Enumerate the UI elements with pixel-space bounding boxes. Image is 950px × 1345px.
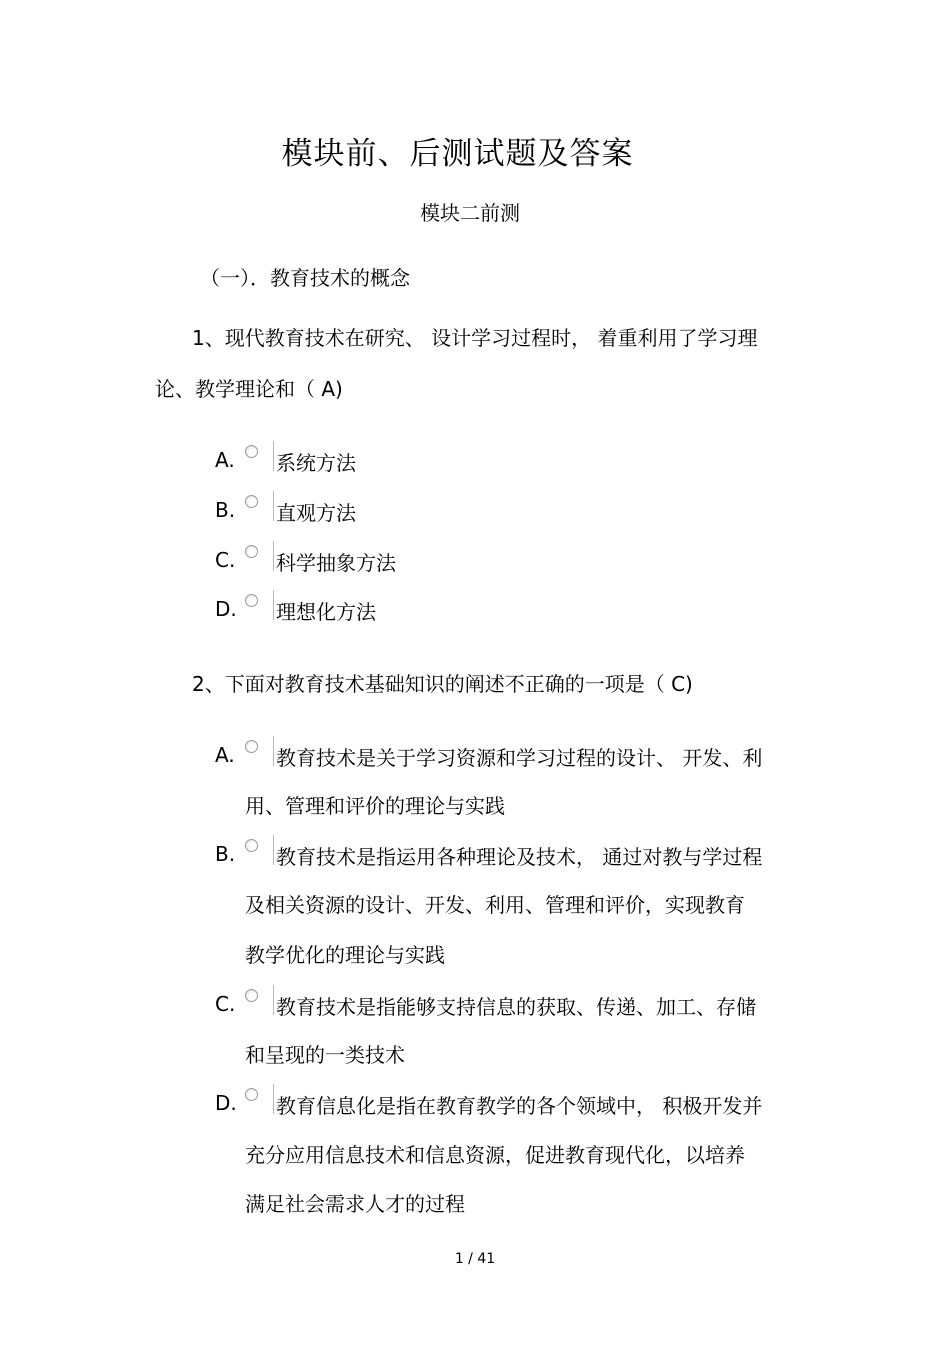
q2-option-a-text-line-1: 教育技术是关于学习资源和学习过程的设计、 开发、利 bbox=[276, 746, 763, 770]
q2-option-d-letter: D. bbox=[215, 1091, 237, 1115]
q2-option-d-divider bbox=[273, 1084, 274, 1114]
q1-option-a-divider bbox=[273, 441, 274, 471]
q2-option-b-letter: B. bbox=[215, 842, 236, 866]
q1-option-b-text: 直观方法 bbox=[276, 501, 356, 525]
q2-option-c-radio[interactable] bbox=[245, 989, 258, 1002]
q1-option-a-letter: A. bbox=[215, 448, 235, 472]
q1-option-b-letter: B. bbox=[215, 498, 236, 522]
q1-option-d-divider bbox=[273, 590, 274, 620]
q2-option-d-text-line-2: 充分应用信息技术和信息资源，促进教育现代化，以培养 bbox=[245, 1143, 745, 1167]
q1-option-a-radio[interactable] bbox=[245, 445, 258, 458]
document-title: 模块前、后测试题及答案 bbox=[281, 136, 634, 172]
q1-option-c-radio[interactable] bbox=[245, 545, 258, 558]
q2-option-a-divider bbox=[273, 736, 274, 766]
q2-option-c-text-line-2: 和呈现的一类技术 bbox=[245, 1043, 405, 1067]
q1-option-d-text: 理想化方法 bbox=[276, 600, 376, 624]
q1-option-b-divider bbox=[273, 491, 274, 521]
q2-option-b-text-line-1: 教育技术是指运用各种理论及技术， 通过对教与学过程 bbox=[276, 845, 763, 869]
q1-option-d-radio[interactable] bbox=[245, 594, 258, 607]
q1-option-a-text: 系统方法 bbox=[276, 451, 356, 475]
q1-option-c-text: 科学抽象方法 bbox=[276, 551, 396, 575]
q2-option-b-text-line-3: 教学优化的理论与实践 bbox=[245, 943, 445, 967]
document-subtitle: 模块二前测 bbox=[420, 201, 520, 225]
question-1-text-line-1: 1、现代教育技术在研究、 设计学习过程时， 着重利用了学习理 bbox=[192, 326, 758, 350]
q2-option-c-divider bbox=[273, 985, 274, 1015]
q2-option-c-text-line-1: 教育技术是指能够支持信息的获取、传递、加工、存储 bbox=[276, 995, 756, 1019]
q2-option-a-text-line-2: 用、管理和评价的理论与实践 bbox=[245, 794, 505, 818]
question-2-text: 2、下面对教育技术基础知识的阐述不正确的一项是（ C) bbox=[192, 672, 693, 696]
q2-option-d-radio[interactable] bbox=[245, 1088, 258, 1101]
section-heading: （一）．教育技术的概念 bbox=[200, 266, 410, 290]
question-1-text-line-2: 论、教学理论和（ A) bbox=[155, 377, 343, 401]
q1-option-c-letter: C. bbox=[215, 548, 236, 572]
q2-option-b-text-line-2: 及相关资源的设计、开发、利用、管理和评价，实现教育 bbox=[245, 893, 745, 917]
q1-option-c-divider bbox=[273, 541, 274, 571]
q1-option-d-letter: D. bbox=[215, 597, 237, 621]
q2-option-d-text-line-3: 满足社会需求人才的过程 bbox=[245, 1192, 465, 1216]
q2-option-c-letter: C. bbox=[215, 992, 236, 1016]
q2-option-d-text-line-1: 教育信息化是指在教育教学的各个领域中， 积极开发并 bbox=[276, 1094, 763, 1118]
q1-option-b-radio[interactable] bbox=[245, 495, 258, 508]
q2-option-a-letter: A. bbox=[215, 743, 235, 767]
q2-option-b-radio[interactable] bbox=[245, 839, 258, 852]
q2-option-a-radio[interactable] bbox=[245, 740, 258, 753]
q2-option-b-divider bbox=[273, 835, 274, 865]
page-number: 1 / 41 bbox=[454, 1251, 496, 1267]
